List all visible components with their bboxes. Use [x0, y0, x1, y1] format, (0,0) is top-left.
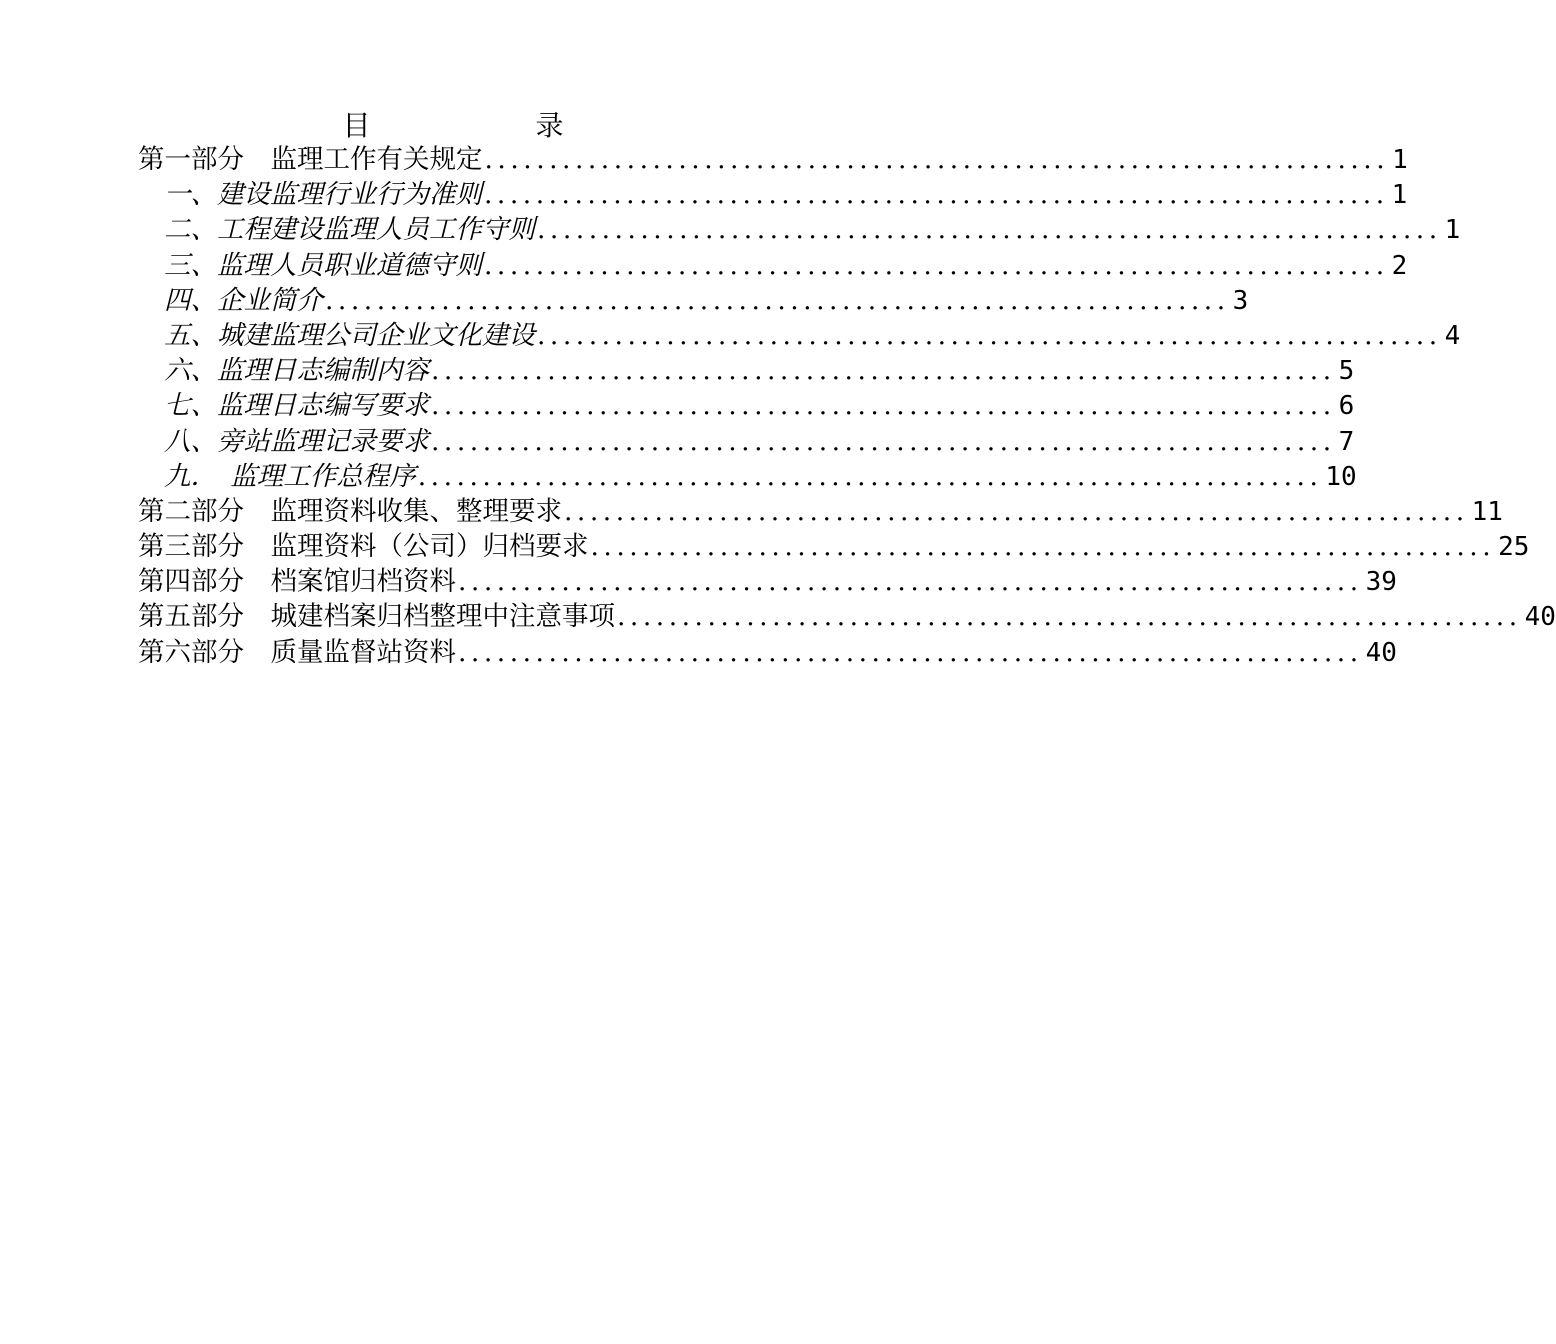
toc-leader-dots: ...................................................................... [431, 355, 1336, 387]
toc-entry-1-5[interactable] [138, 318, 1461, 353]
toc-entry-label: 七、监理日志编写要求 [164, 390, 429, 422]
toc-entry-1-1[interactable] [138, 177, 1408, 212]
toc-page-number: 25 [1498, 532, 1530, 563]
toc-entry-part-5[interactable] [138, 599, 1556, 634]
toc-entry-label: 八、旁站监理记录要求 [164, 425, 429, 457]
toc-page-number: 1 [1444, 215, 1461, 246]
toc-page-number: 11 [1471, 496, 1503, 527]
toc-entry-label: 第二部分 监理资料收集、整理要求 [138, 495, 562, 527]
toc-entry-label: 二、工程建设监理人员工作守则 [164, 214, 535, 246]
toc-entry-part-4[interactable] [138, 564, 1397, 599]
toc-entry-part-6[interactable] [138, 635, 1397, 670]
toc-leader-dots: ...................................................................... [484, 179, 1389, 211]
toc-entry-label: 第四部分 档案馆归档资料 [138, 566, 456, 598]
toc-entry-label: 五、城建监理公司企业文化建设 [164, 319, 535, 351]
toc-page-number: 2 [1391, 250, 1408, 281]
toc-entry-part-3[interactable] [138, 529, 1530, 564]
toc-page-number: 7 [1338, 426, 1355, 457]
toc-page-number: 4 [1444, 320, 1461, 351]
toc-entry-label: 第三部分 监理资料（公司）归档要求 [138, 531, 589, 563]
toc-entry-1-9[interactable] [138, 459, 1357, 494]
toc-entry-label: 第一部分 监理工作有关规定 [138, 144, 483, 175]
toc-entry-label: 六、监理日志编制内容 [164, 355, 429, 387]
toc-leader-dots: ...................................................................... [431, 425, 1336, 457]
toc-entry-label: 九． 监理工作总程序 [164, 460, 416, 492]
toc-entry-part-1[interactable] [138, 142, 1408, 177]
toc-leader-dots: ...................................................................... [484, 144, 1390, 175]
toc-page-number: 40 [1524, 602, 1556, 633]
toc-entry-1-6[interactable] [138, 353, 1355, 388]
toc-entry-1-8[interactable] [138, 424, 1355, 459]
toc-entry-label: 第六部分 质量监督站资料 [138, 636, 456, 668]
toc-leader-dots: ...................................................................... [325, 284, 1230, 316]
toc-list [138, 142, 1556, 670]
toc-page-number: 39 [1365, 567, 1397, 598]
toc-page-number: 3 [1232, 285, 1249, 316]
toc-entry-label: 一、建设监理行业行为准则 [164, 179, 482, 211]
toc-leader-dots: ...................................................................... [617, 601, 1522, 633]
toc-entry-label: 四、企业简介 [164, 284, 323, 316]
toc-entry-1-3[interactable] [138, 248, 1408, 283]
toc-leader-dots: ...................................................................... [417, 460, 1323, 492]
toc-leader-dots: ...................................................................... [484, 249, 1389, 281]
toc-leader-dots: ...................................................................... [537, 319, 1442, 351]
toc-entry-label: 三、监理人员职业道德守则 [164, 249, 482, 281]
toc-leader-dots: ...................................................................... [458, 566, 1363, 598]
toc-entry-part-2[interactable] [138, 494, 1503, 529]
toc-page-number: 1 [1391, 180, 1408, 211]
toc-leader-dots: ...................................................................... [564, 495, 1469, 527]
toc-title: 目 录 [342, 109, 642, 142]
toc-entry-1-7[interactable] [138, 388, 1355, 423]
toc-page-number: 5 [1338, 356, 1355, 387]
toc-entry-1-4[interactable] [138, 283, 1249, 318]
toc-leader-dots: ...................................................................... [537, 214, 1442, 246]
toc-page-number: 10 [1325, 461, 1357, 492]
toc-page-number: 1 [1392, 145, 1408, 175]
toc-leader-dots: ...................................................................... [590, 531, 1496, 563]
toc-page-number: 6 [1338, 391, 1355, 422]
toc-entry-1-2[interactable] [138, 212, 1461, 247]
toc-page-number: 40 [1365, 637, 1397, 668]
toc-entry-label: 第五部分 城建档案归档整理中注意事项 [138, 601, 615, 633]
toc-leader-dots: ...................................................................... [431, 390, 1336, 422]
toc-leader-dots: ...................................................................... [458, 636, 1363, 668]
